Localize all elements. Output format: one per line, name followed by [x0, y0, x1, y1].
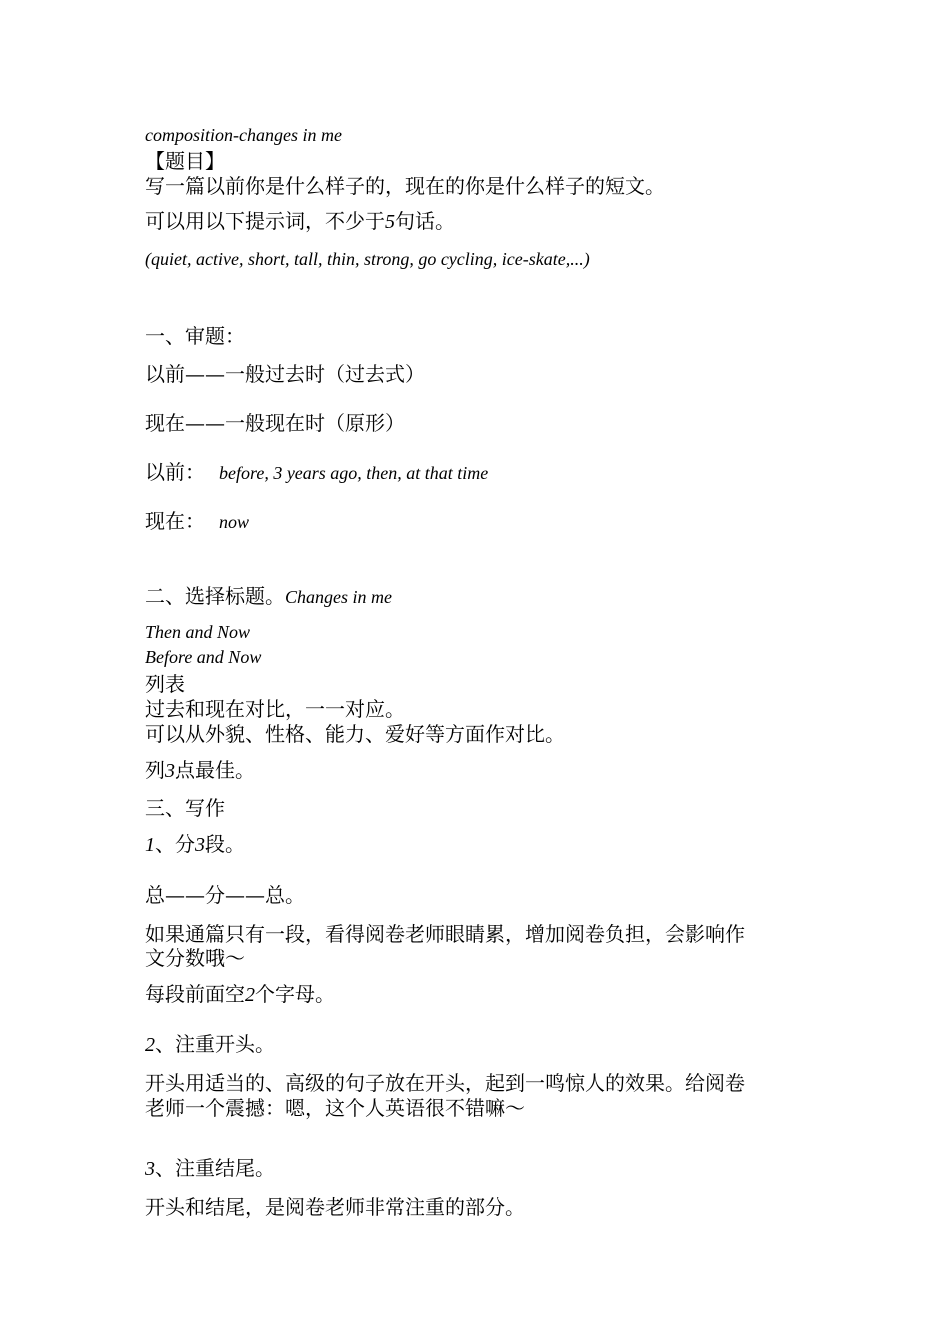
- point-3-text: 开头和结尾，是阅卷老师非常注重的部分。: [145, 1195, 525, 1219]
- prompt-line-2: 可以用以下提示词，不少于5句话。: [145, 209, 455, 233]
- doc-title: composition-changes in me: [145, 125, 342, 145]
- point-1-heading: 1、分3段。: [145, 832, 245, 856]
- section-2-heading: 二、选择标题。Changes in me: [145, 584, 392, 608]
- point-2-text-line-1: 开头用适当的、高级的句子放在开头，起到一鸣惊人的效果。给阅卷: [145, 1071, 745, 1095]
- list-label: 列表: [145, 672, 185, 696]
- point-2-heading: 2、注重开头。: [145, 1032, 275, 1056]
- section-3-heading: 三、写作: [145, 796, 225, 820]
- title-option-then-and-now: Then and Now: [145, 622, 251, 642]
- title-option-before-and-now: Before and Now: [145, 647, 262, 667]
- indent-line: 每段前面空2个字母。: [145, 982, 335, 1006]
- point-1-text-line-1: 如果通篇只有一段，看得阅卷老师眼睛累，增加阅卷负担，会影响作: [145, 922, 745, 946]
- structure-line: 总——分——总。: [145, 883, 305, 907]
- before-tense-line: 以前——一般过去时（过去式）: [145, 362, 425, 386]
- section-1-heading: 一、审题：: [145, 324, 245, 348]
- best-points-line: 列3点最佳。: [145, 758, 255, 782]
- point-2-text-line-2: 老师一个震撼：嗯，这个人英语很不错嘛～: [145, 1096, 525, 1120]
- prompt-line-1: 写一篇以前你是什么样子的，现在的你是什么样子的短文。: [145, 174, 665, 198]
- before-words-line: 以前： before, 3 years ago, then, at that time: [145, 460, 489, 484]
- topic-tag: 【题目】: [145, 149, 225, 173]
- now-words-line: 现在： now: [145, 509, 250, 533]
- keyword-list: (quiet, active, short, tall, thin, strong, go cycling, ice-skate,...): [145, 249, 590, 269]
- compare-line: 过去和现在对比，一一对应。: [145, 697, 405, 721]
- point-3-heading: 3、注重结尾。: [145, 1156, 275, 1180]
- aspects-line: 可以从外貌、性格、能力、爱好等方面作对比。: [145, 722, 565, 746]
- now-tense-line: 现在——一般现在时（原形）: [145, 411, 405, 435]
- point-1-text-line-2: 文分数哦～: [145, 946, 245, 970]
